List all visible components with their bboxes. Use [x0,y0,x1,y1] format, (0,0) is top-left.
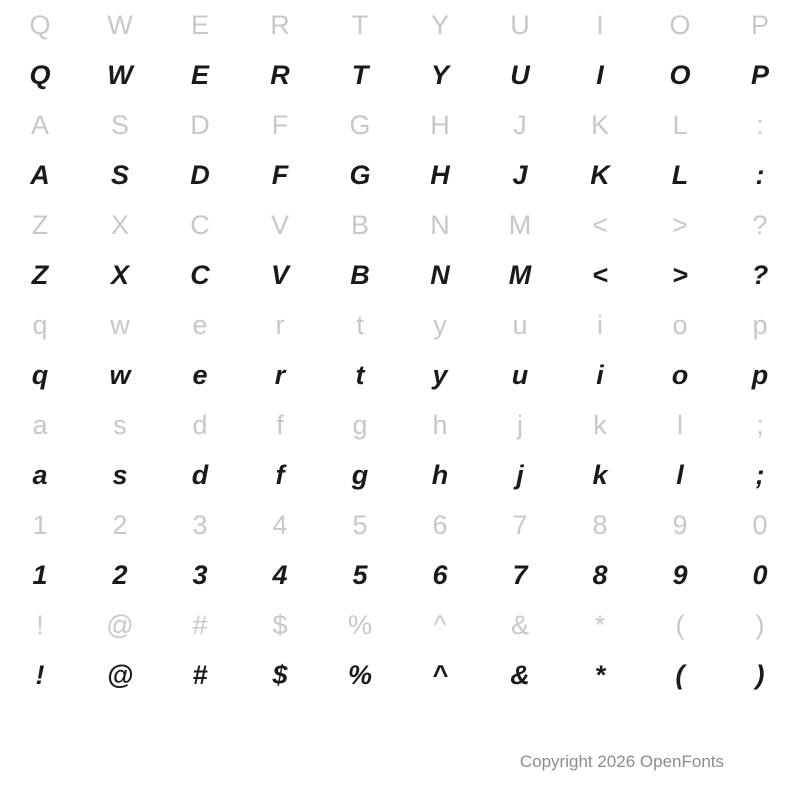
reference-glyph: G [349,109,371,140]
sample-glyph: T [351,59,369,90]
sample-glyph: % [347,659,372,690]
sample-glyph: K [590,159,610,190]
reference-glyph: ) [755,609,765,640]
sample-glyph: j [516,459,524,490]
reference-glyph: u [512,309,528,340]
sample-glyph: 9 [672,559,688,590]
keyboard-reference-row [0,600,800,650]
reference-glyph: I [596,9,604,40]
sample-glyph: & [510,659,530,690]
reference-glyph: ; [756,409,764,440]
reference-glyph: W [107,9,133,40]
reference-glyph: M [508,209,532,240]
reference-glyph: ! [36,609,44,640]
reference-glyph: Z [31,209,49,240]
sample-glyph: U [510,59,530,90]
reference-glyph: Y [430,9,449,40]
reference-glyph: U [510,9,530,40]
sample-glyph: I [596,59,604,90]
reference-glyph: F [271,109,289,140]
reference-glyph: a [32,409,48,440]
sample-glyph: Z [31,259,49,290]
sample-glyph: 6 [432,559,448,590]
sample-glyph: ( [675,659,685,690]
sample-glyph: 4 [272,559,288,590]
reference-glyph: > [672,209,688,240]
sample-glyph: ! [35,659,45,690]
sample-glyph: q [31,359,49,390]
keyboard-reference-row [0,100,800,150]
reference-glyph: & [510,609,529,640]
sample-glyph: P [750,59,769,90]
sample-glyph: 3 [192,559,208,590]
keyboard-reference-row [0,0,800,50]
reference-glyph: ^ [433,609,447,640]
keyboard-reference-row [0,400,800,450]
reference-glyph: ( [675,609,685,640]
reference-glyph: X [110,209,129,240]
reference-glyph: j [517,409,523,440]
sample-glyph: A [30,159,50,190]
reference-glyph: 8 [592,509,608,540]
reference-glyph: @ [106,609,134,640]
sample-glyph: X [110,259,129,290]
sample-glyph: B [350,259,370,290]
sample-glyph: < [592,259,608,290]
sample-glyph: Q [29,59,51,90]
reference-glyph: # [192,609,208,640]
reference-glyph: d [192,409,208,440]
sample-glyph: 5 [352,559,368,590]
keyboard-reference-row [0,300,800,350]
reference-glyph: q [32,309,48,340]
sample-glyph: L [671,159,689,190]
sample-glyph: k [592,459,608,490]
reference-glyph: R [270,9,290,40]
reference-glyph: J [513,109,527,140]
sample-glyph: @ [106,659,134,690]
font-sample-row [0,150,800,200]
sample-glyph: H [430,159,450,190]
reference-glyph: B [350,209,369,240]
sample-glyph: s [112,459,128,490]
sample-glyph: D [190,159,210,190]
sample-glyph: t [355,359,365,390]
reference-glyph: e [192,309,208,340]
reference-glyph: 3 [192,509,208,540]
reference-glyph: l [677,409,683,440]
sample-glyph: y [432,359,448,390]
reference-glyph: h [432,409,448,440]
sample-glyph: W [107,59,133,90]
reference-glyph: ? [752,209,768,240]
sample-glyph: * [594,659,606,690]
reference-glyph: s [113,409,127,440]
font-sample-row [0,550,800,600]
sample-glyph: i [596,359,604,390]
sample-glyph: 1 [32,559,48,590]
reference-glyph: 0 [752,509,768,540]
reference-glyph: E [190,9,209,40]
sample-glyph: o [671,359,689,390]
reference-glyph: $ [272,609,288,640]
sample-glyph: V [270,259,289,290]
reference-glyph: < [592,209,608,240]
reference-glyph: t [356,309,364,340]
sample-glyph: M [508,259,532,290]
reference-glyph: H [430,109,450,140]
sample-glyph: u [511,359,529,390]
keyboard-reference-row [0,500,800,550]
reference-glyph: y [433,309,447,340]
copyright-notice: Copyright 2026 OpenFonts [519,752,724,771]
font-sample-row [0,450,800,500]
reference-glyph: T [351,9,369,40]
reference-glyph: k [593,409,607,440]
sample-glyph: w [109,359,131,390]
reference-glyph: r [275,309,285,340]
font-sample-row [0,350,800,400]
sample-glyph: r [274,359,286,390]
reference-glyph: 1 [32,509,48,540]
reference-glyph: 7 [512,509,528,540]
sample-glyph: E [190,59,209,90]
sample-glyph: f [275,459,285,490]
reference-glyph: p [752,309,768,340]
reference-glyph: 6 [432,509,448,540]
sample-glyph: R [270,59,290,90]
reference-glyph: 2 [112,509,128,540]
sample-glyph: J [512,159,528,190]
reference-glyph: f [276,409,284,440]
sample-glyph: 8 [592,559,608,590]
reference-glyph: S [110,109,129,140]
sample-glyph: S [110,159,129,190]
sample-glyph: N [430,259,450,290]
reference-glyph: O [669,9,691,40]
sample-glyph: : [755,159,765,190]
reference-glyph: w [110,309,130,340]
reference-glyph: A [30,109,49,140]
sample-glyph: e [192,359,208,390]
sample-glyph: g [351,459,369,490]
reference-glyph: * [594,609,606,640]
sample-glyph: 7 [512,559,528,590]
keyboard-reference-row [0,200,800,250]
sample-glyph: C [190,259,210,290]
sample-glyph: G [349,159,371,190]
reference-glyph: 9 [672,509,688,540]
reference-glyph: K [590,109,609,140]
reference-glyph: V [270,209,289,240]
sample-glyph: # [192,659,208,690]
reference-glyph: 4 [272,509,288,540]
reference-glyph: % [347,609,372,640]
font-sample-row [0,250,800,300]
reference-glyph: D [190,109,210,140]
sample-glyph: F [271,159,289,190]
sample-glyph: p [751,359,769,390]
sample-glyph: ^ [432,659,448,690]
reference-glyph: g [352,409,368,440]
reference-glyph: 5 [352,509,368,540]
sample-glyph: 0 [752,559,768,590]
sample-glyph: $ [272,659,288,690]
reference-glyph: N [430,209,450,240]
sample-glyph: d [191,459,209,490]
sample-glyph: a [32,459,48,490]
sample-glyph: ) [755,659,765,690]
reference-glyph: L [672,109,688,140]
sample-glyph: l [676,459,684,490]
reference-glyph: P [750,9,769,40]
reference-glyph: i [597,309,603,340]
reference-glyph: o [672,309,688,340]
sample-glyph: Y [430,59,449,90]
sample-glyph: h [431,459,449,490]
reference-glyph: Q [29,9,51,40]
sample-glyph: 2 [112,559,128,590]
sample-glyph: ; [755,459,765,490]
reference-glyph: C [190,209,210,240]
sample-glyph: O [669,59,691,90]
font-sample-row [0,650,800,700]
reference-glyph: : [756,109,764,140]
sample-glyph: ? [751,259,769,290]
sample-glyph: > [672,259,688,290]
font-sample-row [0,50,800,100]
